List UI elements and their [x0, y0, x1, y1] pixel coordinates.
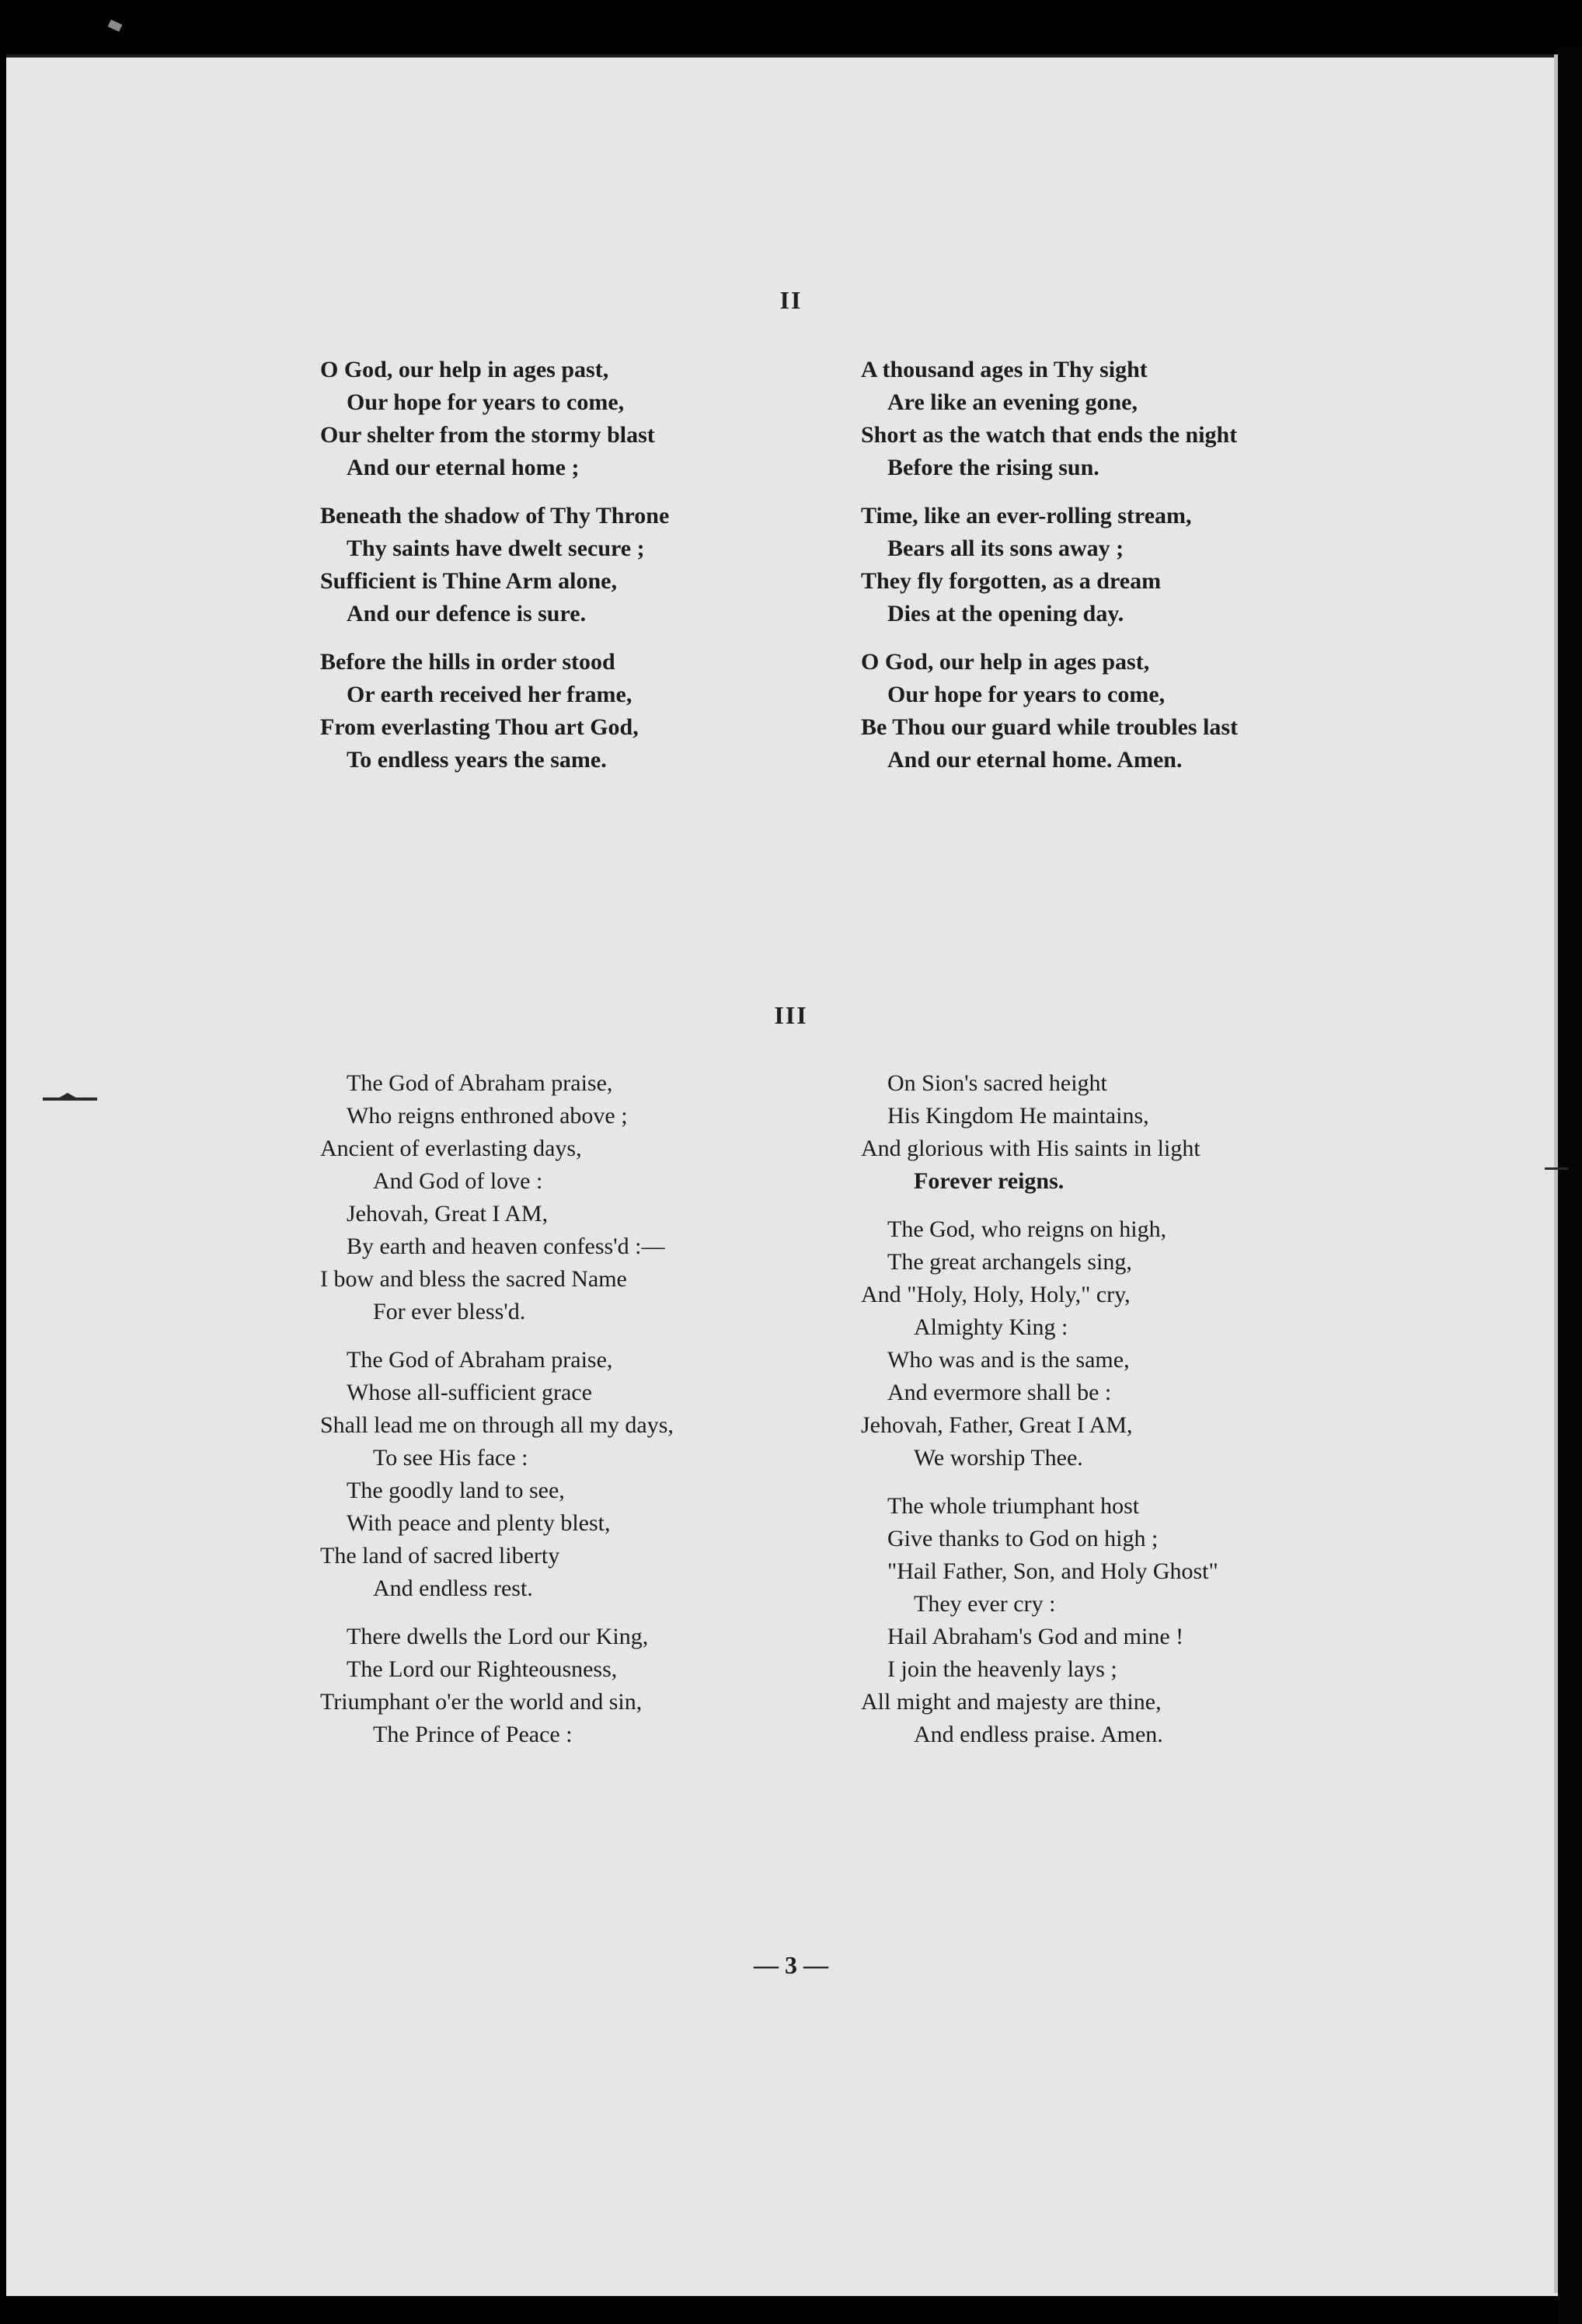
verse-line: The God, who reigns on high, — [887, 1216, 1167, 1242]
verse-line: And God of love : — [373, 1168, 543, 1194]
stanza — [320, 354, 669, 484]
scan-mark — [108, 19, 123, 32]
verse-line: Beneath the shadow of Thy Throne — [320, 503, 670, 529]
verse-line: Jehovah, Father, Great I AM, — [861, 1412, 1133, 1438]
verse-line: For ever bless'd. — [373, 1299, 526, 1324]
hymn-2-left-column — [320, 354, 669, 792]
stanza — [861, 1490, 1218, 1751]
verse-line: Our hope for years to come, — [347, 389, 625, 415]
stanza — [861, 1213, 1218, 1474]
verse-line: Sufficient is Thine Arm alone, — [320, 568, 617, 594]
verse-line: Jehovah, Great I AM, — [347, 1201, 549, 1227]
verse-line: Whose all-sufficient grace — [347, 1380, 592, 1405]
hymn-number-2: II — [779, 286, 803, 314]
verse-line: Triumphant o'er the world and sin, — [320, 1689, 643, 1715]
verse-line: To see His face : — [373, 1445, 528, 1471]
verse-line: And our eternal home. Amen. — [887, 747, 1183, 773]
verse-line: Before the hills in order stood — [320, 649, 615, 675]
margin-mark-right — [1545, 1167, 1568, 1170]
verse-line: And glorious with His saints in light — [861, 1136, 1200, 1161]
verse-line: The God of Abraham praise, — [347, 1347, 613, 1373]
hymn-2-right-column — [861, 354, 1238, 792]
verse-line: All might and majesty are thine, — [861, 1689, 1162, 1715]
verse-line: Forever reigns. — [914, 1168, 1065, 1194]
verse-line: On Sion's sacred height — [887, 1070, 1107, 1096]
verse-line: Who reigns enthroned above ; — [347, 1103, 628, 1129]
stanza — [861, 1067, 1218, 1198]
verse-line: And endless rest. — [373, 1576, 533, 1601]
verse-line: "Hail Father, Son, and Holy Ghost" — [887, 1558, 1218, 1584]
verse-line: Shall lead me on through all my days, — [320, 1412, 674, 1438]
verse-line: O God, our help in ages past, — [320, 357, 609, 382]
verse-line: And endless praise. Amen. — [914, 1722, 1163, 1747]
stanza — [320, 646, 669, 776]
verse-line: Be Thou our guard while troubles last — [861, 714, 1239, 740]
stanza — [320, 1621, 674, 1751]
verse-line: Thy saints have dwelt secure ; — [347, 536, 645, 561]
verse-line: With peace and plenty blest, — [347, 1510, 611, 1536]
verse-line: Dies at the opening day. — [887, 601, 1124, 626]
verse-line: His Kingdom He maintains, — [887, 1103, 1149, 1129]
stanza — [861, 354, 1238, 484]
verse-line: The land of sacred liberty — [320, 1543, 560, 1569]
stanza — [861, 500, 1238, 630]
verse-line: The God of Abraham praise, — [347, 1070, 613, 1096]
verse-line: The whole triumphant host — [887, 1493, 1140, 1519]
verse-line: I join the heavenly lays ; — [887, 1656, 1117, 1682]
verse-line: By earth and heaven confess'd :— — [347, 1234, 665, 1259]
verse-line: O God, our help in ages past, — [861, 649, 1150, 675]
hymn-3-right-column — [861, 1067, 1218, 1767]
verse-line: Short as the watch that ends the night — [861, 422, 1238, 448]
page-number: — 3 — — [754, 1951, 828, 1979]
verse-line: To endless years the same. — [347, 747, 607, 773]
verse-line: Hail Abraham's God and mine ! — [887, 1624, 1184, 1649]
stanza — [320, 500, 669, 630]
verse-line: And our eternal home ; — [347, 455, 580, 480]
verse-line: Before the rising sun. — [887, 455, 1099, 480]
verse-line: We worship Thee. — [914, 1445, 1083, 1471]
verse-line: A thousand ages in Thy sight — [861, 357, 1148, 382]
verse-line: Who was and is the same, — [887, 1347, 1130, 1373]
verse-line: I bow and bless the sacred Name — [320, 1266, 627, 1292]
verse-line: Almighty King : — [914, 1314, 1068, 1340]
verse-line: Are like an evening gone, — [887, 389, 1138, 415]
verse-line: There dwells the Lord our King, — [347, 1624, 649, 1649]
stanza — [320, 1344, 674, 1605]
verse-line: They ever cry : — [914, 1591, 1056, 1617]
verse-line: The goodly land to see, — [347, 1478, 565, 1503]
stanza — [320, 1067, 674, 1328]
verse-line: The great archangels sing, — [887, 1249, 1132, 1275]
verse-line: From everlasting Thou art God, — [320, 714, 639, 740]
verse-line: Give thanks to God on high ; — [887, 1526, 1159, 1551]
verse-line: Or earth received her frame, — [347, 682, 632, 707]
verse-line: Bears all its sons away ; — [887, 536, 1124, 561]
verse-line: Ancient of everlasting days, — [320, 1136, 582, 1161]
scan-border — [1558, 47, 1582, 2324]
verse-line: They fly forgotten, as a dream — [861, 568, 1162, 594]
verse-line: The Prince of Peace : — [373, 1722, 573, 1747]
verse-line: And "Holy, Holy, Holy," cry, — [861, 1282, 1131, 1307]
hymn-3-left-column — [320, 1067, 674, 1767]
verse-line: And evermore shall be : — [887, 1380, 1112, 1405]
verse-line: Our shelter from the stormy blast — [320, 422, 655, 448]
hymn-number-3: III — [774, 1001, 808, 1029]
verse-line: Our hope for years to come, — [887, 682, 1166, 707]
verse-line: The Lord our Righteousness, — [347, 1656, 618, 1682]
verse-line: And our defence is sure. — [347, 601, 587, 626]
verse-line: Time, like an ever-rolling stream, — [861, 503, 1192, 529]
stanza — [861, 646, 1238, 776]
margin-arrow-mark — [43, 1097, 97, 1101]
